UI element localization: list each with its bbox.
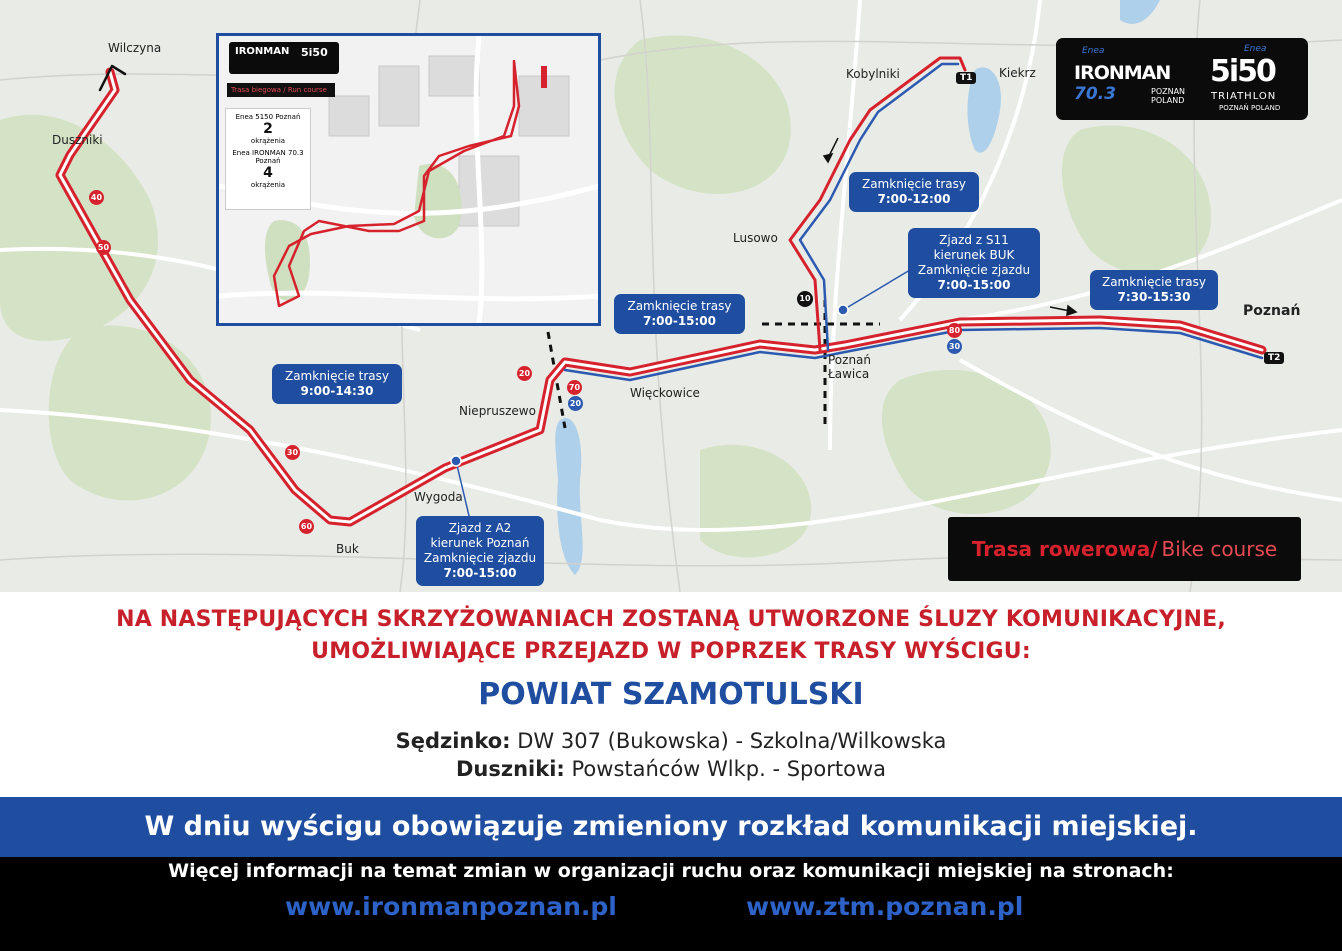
km-marker: 30 bbox=[285, 445, 300, 460]
km-marker: 50 bbox=[96, 240, 111, 255]
transition-2-marker: T2 bbox=[1264, 352, 1284, 364]
box-time: 7:00-15:00 bbox=[443, 566, 517, 580]
a2-exit-closure-box bbox=[416, 516, 544, 586]
road-10-badge: 10 bbox=[797, 291, 813, 307]
km-marker: 20 bbox=[517, 366, 532, 381]
crossing-item bbox=[0, 757, 1342, 781]
crossings-headline bbox=[0, 604, 1342, 668]
crossing-roads: Powstańców Wlkp. - Sportowa bbox=[571, 757, 886, 781]
box-line: Zamknięcie zjazdu bbox=[423, 551, 537, 565]
crossing-roads: DW 307 (Bukowska) - Szkolna/Wilkowska bbox=[517, 729, 947, 753]
laps-label: Enea IRONMAN 70.3 Poznań bbox=[232, 149, 304, 165]
ironman-city: POZNAN bbox=[1151, 87, 1186, 96]
poznan-poland-label: POZNAŃ POLAND bbox=[1219, 104, 1281, 112]
km-marker: 20 bbox=[568, 396, 583, 411]
box-time: 7:00-15:00 bbox=[937, 278, 1011, 292]
ironman-poznan-link[interactable]: www.ironmanpoznan.pl bbox=[285, 892, 617, 921]
inset-logo-ironman: IRONMAN bbox=[235, 46, 290, 57]
enea-logo-2: Enea bbox=[1244, 44, 1267, 54]
place-wilczyna: Wilczyna bbox=[108, 41, 162, 55]
ztm-poznan-link[interactable]: www.ztm.poznan.pl bbox=[746, 892, 1024, 921]
five150-logo: 5i50 bbox=[1210, 54, 1275, 89]
laps-label: Enea 5150 Poznań bbox=[235, 113, 301, 121]
poznan-closure-box bbox=[1090, 270, 1218, 310]
duszniki-closure-box bbox=[272, 364, 402, 404]
box-time: 7:30-15:30 bbox=[1117, 290, 1191, 304]
box-line: Zamknięcie trasy bbox=[627, 299, 732, 313]
laps-unit: okrążenia bbox=[250, 137, 286, 145]
ironman-logo: IRONMAN bbox=[1074, 62, 1171, 84]
laps-value: 4 bbox=[263, 165, 273, 181]
km-marker: 30 bbox=[947, 339, 962, 354]
event-logos bbox=[1056, 38, 1308, 120]
place-poznan-lawica-2: Ławica bbox=[828, 367, 870, 381]
box-time: 9:00-14:30 bbox=[300, 384, 374, 398]
s11-exit-closure-box bbox=[908, 228, 1040, 298]
laps-value: 2 bbox=[263, 121, 273, 137]
box-time: 7:00-12:00 bbox=[877, 192, 951, 206]
more-info-text: Więcej informacji na temat zmian w organizacji ruchu oraz komunikacji miejskiej na stronach: bbox=[168, 860, 1174, 882]
inset-logo bbox=[229, 42, 339, 74]
laps-unit: okrążenia bbox=[250, 181, 286, 189]
crossing-place: Sędzinko: bbox=[395, 729, 511, 753]
inset-header: Trasa biegowa / Run course bbox=[227, 83, 335, 97]
box-line: Zamknięcie trasy bbox=[861, 177, 966, 191]
place-lusowo: Lusowo bbox=[733, 231, 778, 245]
place-wygoda: Wygoda bbox=[414, 490, 463, 504]
ironman-country: POLAND bbox=[1151, 96, 1185, 105]
place-poznan: Poznań bbox=[1243, 303, 1301, 319]
legend-pl: Trasa rowerowa/ bbox=[971, 537, 1158, 561]
transition-1-marker: T1 bbox=[956, 72, 976, 84]
box-line: kierunek BUK bbox=[933, 248, 1015, 262]
headline-line-1: NA NASTĘPUJĄCYCH SKRZYŻOWANIACH ZOSTANĄ UTWORZONE ŚLUZY KOMUNIKACYJNE, bbox=[116, 607, 1226, 632]
km-marker: 80 bbox=[947, 323, 962, 338]
run-course-inset-map bbox=[216, 33, 601, 326]
lusowo-closure-box bbox=[849, 172, 979, 212]
inset-laps-panel bbox=[225, 108, 311, 210]
place-kobylniki: Kobylniki bbox=[846, 67, 900, 81]
box-line: kierunek Poznań bbox=[430, 536, 530, 550]
timetable-notice: W dniu wyścigu obowiązuje zmieniony rozkład komunikacji miejskiej. bbox=[0, 797, 1342, 857]
place-wieckowice: Więckowice bbox=[630, 386, 700, 400]
box-line: Zamknięcie trasy bbox=[1101, 275, 1206, 289]
place-buk: Buk bbox=[336, 542, 359, 556]
box-line: Zjazd z S11 bbox=[939, 233, 1009, 247]
legend-en: Bike course bbox=[1161, 537, 1278, 561]
ironman-distance: 70.3 bbox=[1074, 84, 1116, 104]
crossing-place: Duszniki: bbox=[455, 757, 565, 781]
headline-line-2: UMOŻLIWIAJĄCE PRZEJAZD W POPRZEK TRASY WYŚCIGU: bbox=[311, 639, 1031, 664]
place-duszniki: Duszniki bbox=[52, 133, 103, 147]
place-niepruszewo: Niepruszewo bbox=[459, 404, 536, 418]
box-line: Zamknięcie zjazdu bbox=[917, 263, 1031, 277]
place-poznan-lawica-1: Poznań bbox=[828, 353, 872, 367]
triathlon-label: TRIATHLON bbox=[1211, 91, 1277, 102]
region-title: POWIAT SZAMOTULSKI bbox=[478, 677, 864, 712]
inset-logo-5i50: 5i50 bbox=[301, 46, 328, 59]
enea-logo: Enea bbox=[1082, 46, 1105, 56]
km-marker: 60 bbox=[299, 519, 314, 534]
box-time: 7:00-15:00 bbox=[642, 314, 717, 328]
km-marker: 40 bbox=[89, 190, 104, 205]
wieckowice-closure-box bbox=[614, 294, 745, 334]
box-line: Zjazd z A2 bbox=[448, 521, 512, 535]
box-line: Zamknięcie trasy bbox=[284, 369, 389, 383]
place-kiekrz: Kiekrz bbox=[999, 66, 1036, 80]
bike-course-legend bbox=[948, 517, 1301, 581]
km-marker: 70 bbox=[567, 380, 582, 395]
crossing-item bbox=[0, 729, 1342, 753]
